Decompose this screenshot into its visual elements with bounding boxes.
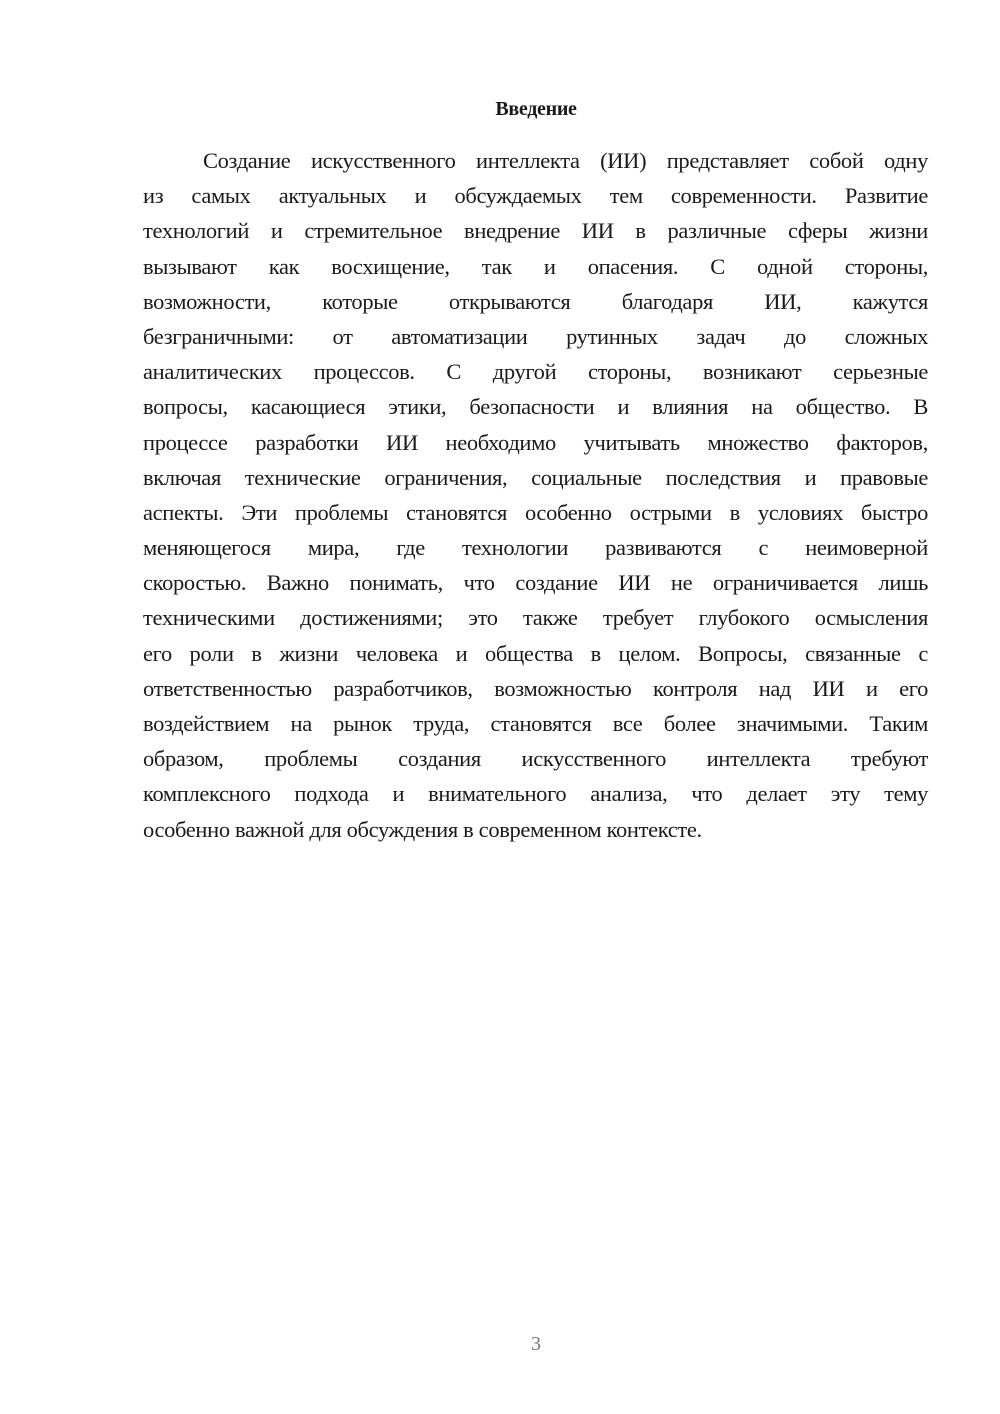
paragraph-line: аспекты. Эти проблемы становятся особенно острыми в условиях быстро bbox=[143, 499, 928, 525]
paragraph-line: из самых актуальных и обсуждаемых тем современности. Развитие bbox=[143, 183, 928, 209]
paragraph-line: особенно важной для обсуждения в современном контексте. bbox=[143, 816, 702, 842]
paragraph-line: его роли в жизни человека и общества в целом. Вопросы, связанные с bbox=[143, 640, 928, 666]
paragraph-line: вызывают как восхищение, так и опасения. С одной стороны, bbox=[143, 253, 928, 279]
section-heading: Введение bbox=[495, 98, 577, 120]
intro-paragraph bbox=[143, 143, 928, 847]
paragraph-line: возможности, которые открываются благодаря ИИ, кажутся bbox=[143, 288, 928, 314]
paragraph-line: аналитических процессов. С другой стороны, возникают серьезные bbox=[143, 359, 928, 385]
paragraph-line: воздействием на рынок труда, становятся все более значимыми. Таким bbox=[143, 711, 928, 736]
paragraph-line: процессе разработки ИИ необходимо учитывать множество факторов, bbox=[143, 429, 928, 455]
paragraph-line: меняющегося мира, где технологии развиваются с неимоверной bbox=[143, 535, 928, 561]
paragraph-line: комплексного подхода и внимательного анализа, что делает эту тему bbox=[143, 781, 928, 807]
paragraph-line: скоростью. Важно понимать, что создание ИИ не ограничивается лишь bbox=[143, 570, 928, 596]
paragraph-line: безграничными: от автоматизации рутинных задач до сложных bbox=[143, 323, 928, 349]
paragraph-line: ответственностью разработчиков, возможностью контроля над ИИ и его bbox=[143, 675, 928, 701]
paragraph-line: образом, проблемы создания искусственного интеллекта требуют bbox=[143, 746, 928, 772]
page-number: 3 bbox=[531, 1333, 541, 1355]
paragraph-line: техническими достижениями; это также требует глубокого осмысления bbox=[143, 605, 928, 631]
paragraph-line: Создание искусственного интеллекта (ИИ) представляет собой одну bbox=[203, 148, 928, 173]
paragraph-line: вопросы, касающиеся этики, безопасности и влияния на общество. В bbox=[143, 394, 928, 420]
paragraph-line: включая технические ограничения, социальные последствия и правовые bbox=[143, 464, 928, 490]
paragraph-line: технологий и стремительное внедрение ИИ в различные сферы жизни bbox=[143, 218, 928, 244]
